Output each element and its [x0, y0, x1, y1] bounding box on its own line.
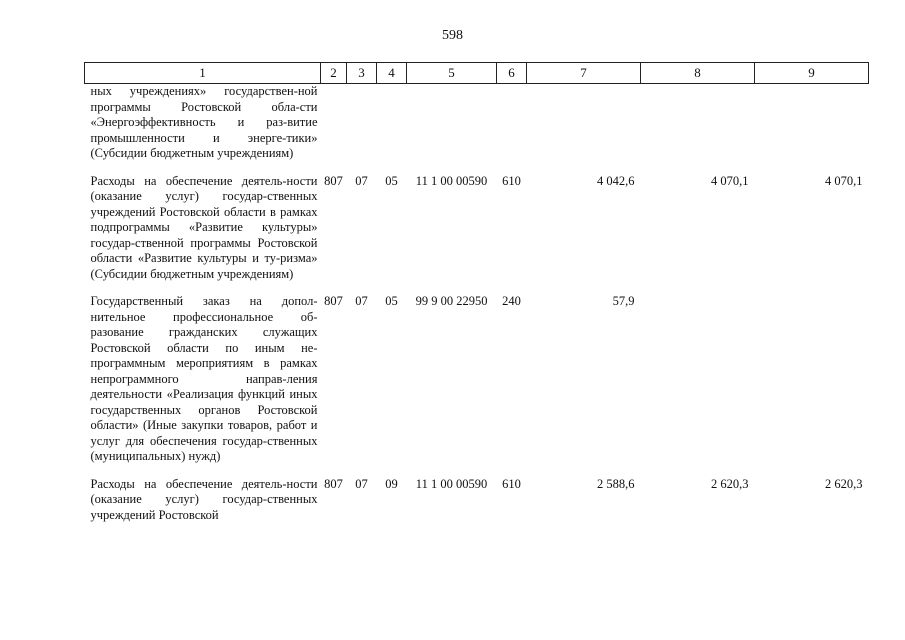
- row-description: ных учреждениях» государствен-ной программы Ростовской обла-сти «Энергоэффективность и раз-витие промышленности и энерге-тики» (Субсидии бюджетным учреждениям): [90, 84, 318, 160]
- amount-col7: 57,9: [612, 294, 635, 308]
- amount-col9: 2 620,3: [825, 476, 863, 491]
- column-header: 8: [641, 63, 755, 84]
- table-row: [85, 294, 869, 477]
- column-header: 1: [85, 63, 321, 84]
- section-code: [347, 84, 377, 174]
- table-row: [85, 477, 869, 536]
- row-description: Расходы на обеспечение деятель-ности (оказание услуг) государ-ственных учреждений Ростовской: [90, 476, 318, 522]
- section-code: 07: [355, 476, 368, 491]
- column-header: 7: [527, 63, 641, 84]
- row-description: Расходы на обеспечение деятель-ности (оказание услуг) государ-ственных учреждений Ростовской области в рамках подпрограммы «Развитие культуры» государ-ственной программы Ростовской области «Развитие культуры и ту-ризма» (Субсидии бюджетным учреждениям): [90, 173, 318, 281]
- amount-col7: 2 588,6: [597, 476, 635, 491]
- column-header: 6: [497, 63, 527, 84]
- page-number: 598: [442, 28, 463, 43]
- budget-table: [84, 62, 869, 535]
- table-row: [85, 174, 869, 295]
- section-code: 07: [355, 173, 368, 188]
- amount-col7: [527, 84, 641, 174]
- column-header: 3: [347, 63, 377, 84]
- column-header: 2: [321, 63, 347, 84]
- amount-col8: [641, 294, 755, 477]
- column-header: 5: [407, 63, 497, 84]
- ministry-code: 807: [324, 476, 343, 491]
- section-code: 07: [355, 294, 368, 308]
- subsection-code: 05: [385, 294, 398, 308]
- amount-col8: 4 070,1: [711, 173, 749, 188]
- amount-col8: 2 620,3: [711, 476, 749, 491]
- column-header: 9: [755, 63, 869, 84]
- expense-type-code: 610: [502, 476, 521, 491]
- column-header: 4: [377, 63, 407, 84]
- ministry-code: 807: [324, 173, 343, 188]
- expense-type-code: 240: [502, 294, 521, 308]
- subsection-code: 05: [385, 173, 398, 188]
- ministry-code: 807: [324, 294, 343, 308]
- expense-type-code: 610: [502, 173, 521, 188]
- row-description: Государственный заказ на допол-нительное профессиональное об-разование гражданских служащих Ростовской области по иным не-программным мероприятиям в рамках непрограммного направ-ления деятельности «Реализация функций иных государственных органов Ростовской области» (Иные закупки товаров, работ и услуг для обеспечения государ-ственных (муниципальных) нужд): [90, 294, 318, 463]
- amount-col9: [755, 84, 869, 174]
- subsection-code: 09: [385, 476, 398, 491]
- table-row: [85, 84, 869, 174]
- expense-type-code: [497, 84, 527, 174]
- target-code: 11 1 00 00590: [415, 173, 488, 188]
- amount-col9: [755, 294, 869, 477]
- ministry-code: [321, 84, 347, 174]
- amount-col9: 4 070,1: [825, 173, 863, 188]
- target-code: 11 1 00 00590: [415, 476, 488, 491]
- header-row: [85, 63, 869, 84]
- amount-col7: 4 042,6: [597, 173, 635, 188]
- subsection-code: [377, 84, 407, 174]
- target-code: 99 9 00 22950: [415, 294, 488, 308]
- amount-col8: [641, 84, 755, 174]
- target-code: [407, 84, 497, 174]
